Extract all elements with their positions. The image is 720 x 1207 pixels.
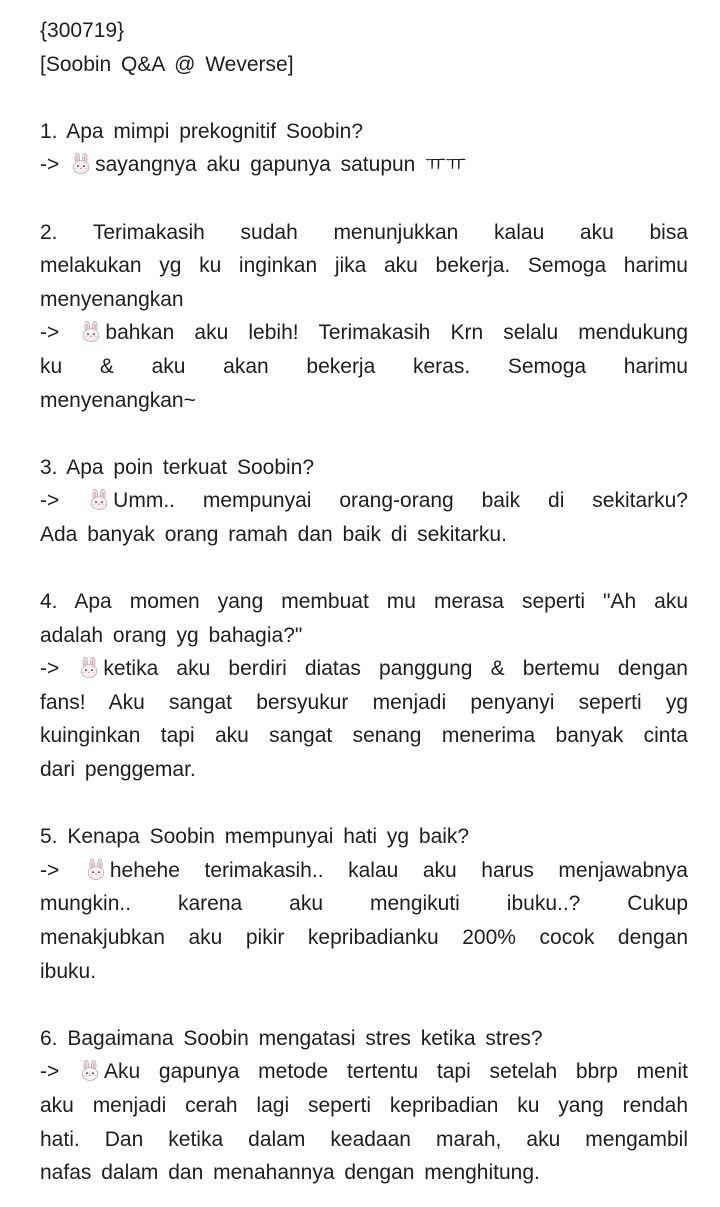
spacer [40,417,688,451]
answer-line [40,148,688,182]
qa-item [40,451,688,585]
rabbit-face-icon [79,655,99,676]
rabbit-face-icon [81,319,101,340]
qa-item [40,820,688,1022]
question-line: adalah orang yg bahagia?" [40,623,303,647]
spacer [40,988,688,1022]
answer-arrow: -> [40,489,60,513]
answer-arrow: -> [40,858,60,882]
rabbit-face-icon [89,487,109,508]
question-line: 3. Apa poin terkuat Soobin? [40,455,315,479]
answer-text: ketika aku berdiri diatas panggung & bertemu dengan [103,657,688,681]
answer-text: menakjubkan aku pikir kepribadianku 200% cocok dengan [40,926,688,950]
answer-text: ku & aku akan bekerja keras. Semoga harimu [40,354,688,378]
post-date: {300719} [40,19,125,42]
post-title: [Soobin Q&A @ Weverse] [40,52,294,76]
answer-arrow: -> [40,1060,60,1084]
question-line: 4. Apa momen yang membuat mu merasa seperti "Ah aku [40,590,688,614]
answer-text: menyenangkan~ [40,388,196,412]
answer-text: aku menjadi cerah lagi seperti kepribadian ku yang rendah [40,1094,688,1117]
spacer [40,81,688,115]
answer-arrow: -> [40,321,60,345]
question-line: menyenangkan [40,287,184,311]
spacer [40,182,688,216]
answer-line [40,955,688,989]
qa-list [40,115,688,1190]
answer-arrow: -> [40,657,60,681]
answer-text: bahkan aku lebih! Terimakasih Krn selalu mendukung [105,321,688,345]
question-line: 6. Bagaimana Soobin mengatasi stres ketika stres? [40,1026,543,1050]
answer-line [40,1156,688,1190]
answer-line [40,686,688,720]
answer-text: Ada banyak orang ramah dan baik di sekitarku. [40,522,507,546]
answer-line [40,484,688,518]
rabbit-face-icon [86,857,106,878]
answer-text: kuinginkan tapi aku sangat senang menerima banyak cinta [40,724,688,748]
rabbit-face-icon [71,151,91,172]
answer-text: Aku gapunya metode tertentu tapi setelah bbrp menit [103,1060,688,1084]
question-line: 5. Kenapa Soobin mempunyai hati yg baik? [40,825,470,849]
qa-item [40,585,688,820]
answer-line [40,316,688,350]
answer-text: sayangnya aku gapunya satupun ㅠㅠ [95,153,466,177]
answer-line [40,1055,688,1089]
question-line: 1. Apa mimpi prekognitif Soobin? [40,119,364,143]
spacer [40,552,688,586]
answer-line [40,921,688,955]
answer-text: fans! Aku sangat bersyukur menjadi penyanyi seperti yg [40,690,688,714]
qa-item [40,115,688,216]
document-body [40,14,688,1190]
answer-text: dari penggemar. [40,758,196,782]
answer-line [40,753,688,787]
answer-line [40,719,688,753]
question-line: 2. Terimakasih sudah menunjukkan kalau aku bisa [40,220,688,244]
answer-line [40,1089,688,1123]
answer-line [40,1123,688,1157]
answer-line [40,518,688,552]
qa-item [40,1022,688,1190]
answer-text: ibuku. [40,959,97,983]
answer-text: mungkin.. karena aku mengikuti ibuku..? Cukup [40,892,688,916]
question-line: melakukan yg ku inginkan jika aku bekerja. Semoga harimu [40,254,688,278]
answer-line [40,350,688,384]
answer-line [40,887,688,921]
answer-text: Umm.. mempunyai orang-orang baik di sekitarku? [113,489,688,513]
spacer [40,787,688,821]
answer-line [40,854,688,888]
answer-arrow: -> [40,153,60,177]
answer-text: hati. Dan ketika dalam keadaan marah, aku mengambil [40,1127,688,1151]
answer-text: nafas dalam dan menahannya dengan menghitung. [40,1161,540,1185]
answer-text: hehehe terimakasih.. kalau aku harus menjawabnya [109,858,688,882]
qa-item [40,216,688,451]
answer-line [40,652,688,686]
answer-line [40,384,688,418]
rabbit-face-icon [80,1058,100,1079]
